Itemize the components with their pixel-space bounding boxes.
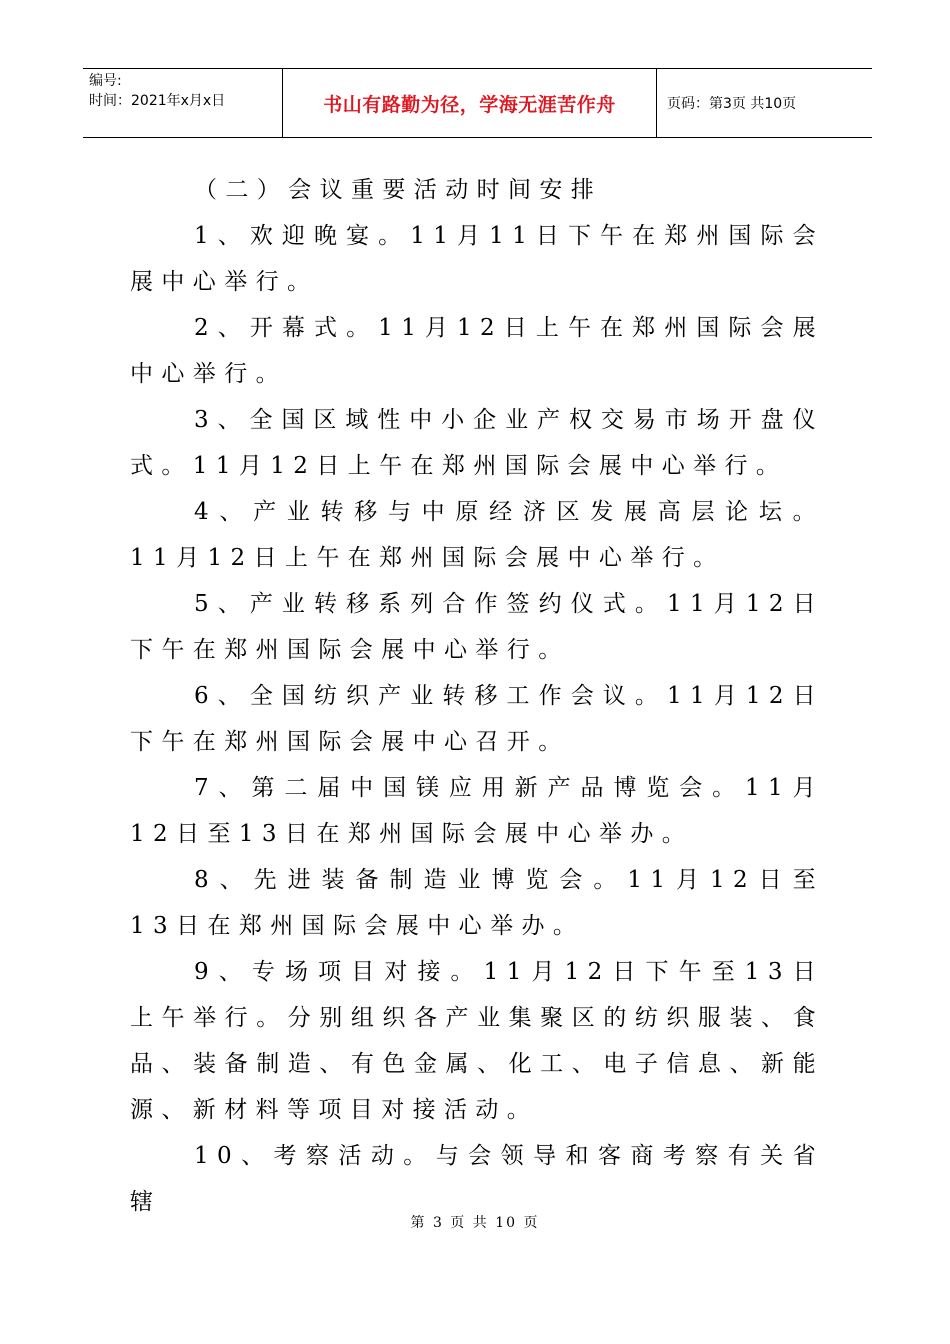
- document-number-label: 编号:: [89, 73, 122, 89]
- header-page-info: 页码：第3页 共10页: [667, 96, 797, 112]
- list-item: 7、第二届中国镁应用新产品博览会。11月12日至13日在郑州国际会展中心举办。: [130, 775, 824, 847]
- header-motto: 书山有路勤为径，学海无涯苦作舟: [323, 93, 616, 116]
- list-item: 4、产业转移与中原经济区发展高层论坛。11月12日上午在郑州国际会展中心举行。: [130, 499, 824, 571]
- list-item: 10、考察活动。与会领导和客商考察有关省辖: [130, 1143, 824, 1215]
- document-header: [83, 68, 872, 138]
- list-item: 6、全国纺织产业转移工作会议。11月12日下午在郑州国际会展中心召开。: [130, 683, 824, 755]
- list-item: 1、欢迎晚宴。11月11日下午在郑州国际会展中心举行。: [130, 223, 824, 295]
- document-time-label: 时间：2021年x月x日: [89, 93, 226, 109]
- header-motto-cell: [283, 69, 657, 137]
- header-page-cell: [657, 69, 872, 137]
- list-item: 2、开幕式。11月12日上午在郑州国际会展中心举行。: [130, 315, 824, 387]
- page-footer: 第 3 页 共 10 页: [410, 1215, 540, 1231]
- list-item: 3、全国区域性中小企业产权交易市场开盘仪式。11月12日上午在郑州国际会展中心举行。: [130, 407, 824, 479]
- list-item: 8、先进装备制造业博览会。11月12日至13日在郑州国际会展中心举办。: [130, 867, 824, 939]
- document-body: [130, 167, 824, 1225]
- list-item: 9、专场项目对接。11月12日下午至13日上午举行。分别组织各产业集聚区的纺织服装、食品、装备制造、有色金属、化工、电子信息、新能源、新材料等项目对接活动。: [130, 959, 824, 1123]
- header-meta-cell: [83, 69, 283, 137]
- section-heading: （二）会议重要活动时间安排: [194, 177, 603, 203]
- list-item: 5、产业转移系列合作签约仪式。11月12日下午在郑州国际会展中心举行。: [130, 591, 824, 663]
